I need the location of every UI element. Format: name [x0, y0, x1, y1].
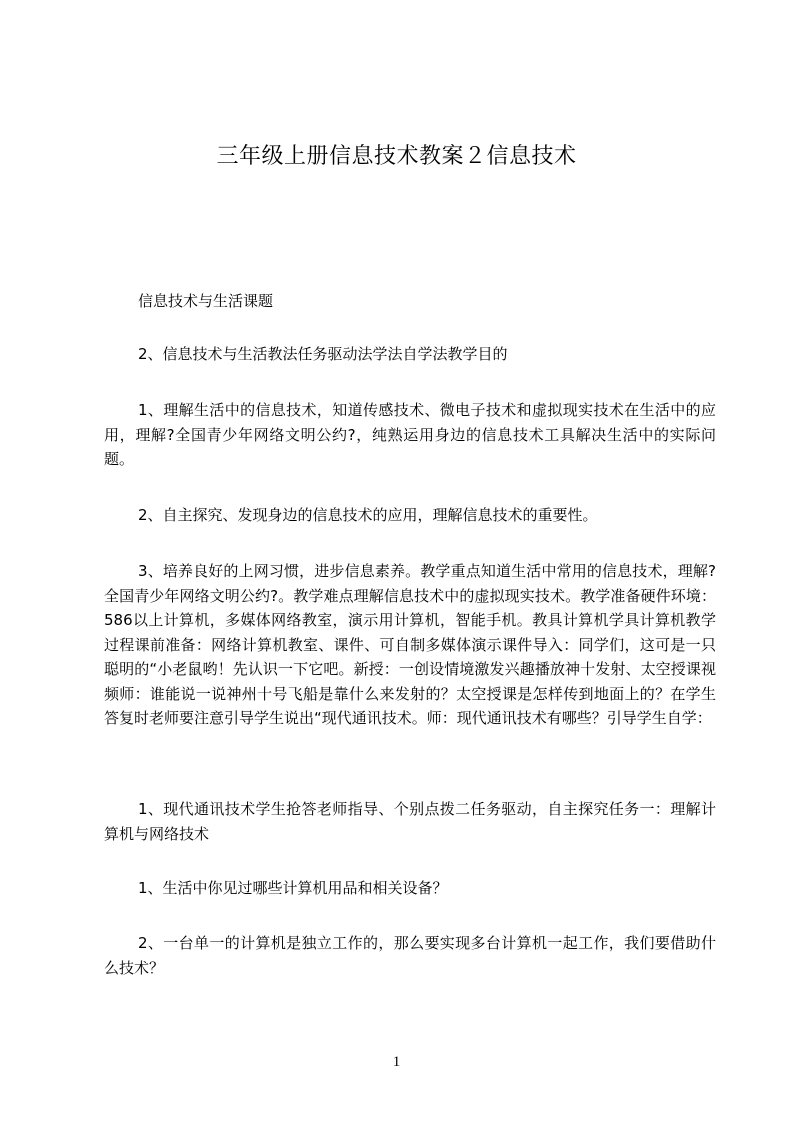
paragraph-question-2: 2、一台单一的计算机是独立工作的，那么要实现多台计算机一起工作，我们要借助什么技术？	[104, 934, 716, 977]
paragraph-objective-3: 3、培养良好的上网习惯，进步信息素养。教学重点知道生活中常用的信息技术，理解?全国青少年网络文明公约?。教学难点理解信息技术中的虚拟现实技术。教学准备硬件环境：586以上计算机，多媒体网络教室，演示用计算机，智能手机。教具计算机学具计算机教学过程课前准备：网络计算机教室、课件、可自制多媒体演示课件导入：同学们，这可是一只聪明的“小老鼠哟！先认识一下它吧。新授：一创设情境激发兴趣播放神十发射、太空授课视频师：谁能说一说神州十号飞船是靠什么来发射的？太空授课是怎样传到地面上的？在学生答复时老师要注意引导学生说出“现代通讯技术。师：现代通讯技术有哪些？引导学生自学：	[104, 562, 716, 727]
paragraph-teaching-method: 2、信息技术与生活教法任务驱动法学法自学法教学目的	[138, 345, 508, 363]
page-number: 1	[392, 1054, 401, 1070]
paragraph-question-1: 1、生活中你见过哪些计算机用品和相关设备？	[138, 879, 448, 897]
document-title: 三年级上册信息技术教案２信息技术	[216, 144, 577, 169]
paragraph-modern-communication: 1、现代通讯技术学生抢答老师指导、个别点拨二任务驱动，自主探究任务一：理解计算机与网络技术	[104, 800, 716, 843]
paragraph-course-topic: 信息技术与生活课题	[138, 292, 274, 310]
paragraph-objective-1: 1、理解生活中的信息技术，知道传感技术、微电子技术和虚拟现实技术在生活中的应用，理解?全国青少年网络文明公约?，纯熟运用身边的信息技术工具解决生活中的实际问题。	[104, 401, 716, 468]
paragraph-objective-2: 2、自主探究、发现身边的信息技术的应用，理解信息技术的重要性。	[138, 506, 598, 524]
